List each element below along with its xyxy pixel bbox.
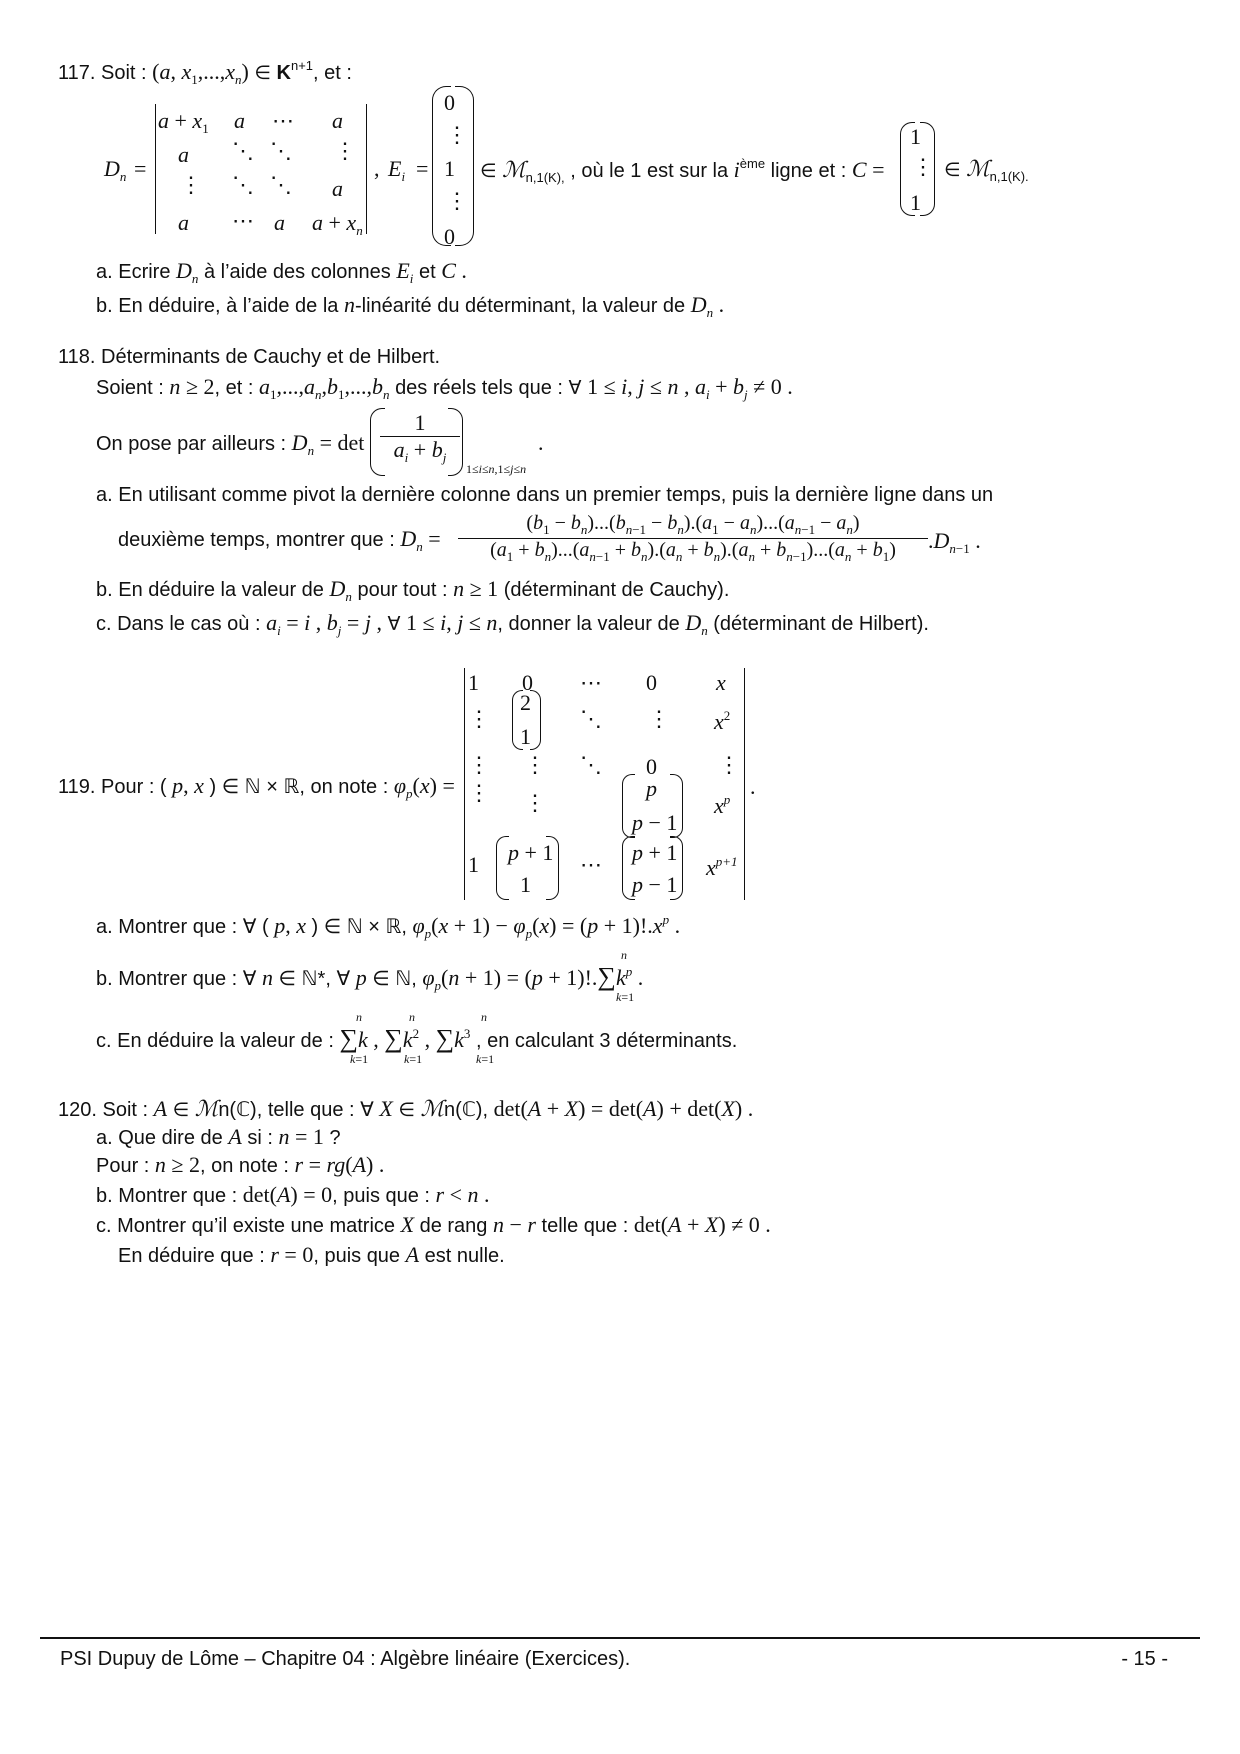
ex119-question-b: b. Montrer que : ∀ n ∈ ℕ*, ∀ p ∈ ℕ, $\varphi_p(n + 1) = (p + 1)!.\sum k^p$ . <box>96 962 644 993</box>
ex118-question-a-1: a. En utilisant comme pivot la dernière colonne dans un premier temps, puis la dernière ligne dans un <box>96 484 994 506</box>
ex118-number: 118. <box>58 346 96 368</box>
ex119-number: 119. <box>58 776 96 798</box>
ex117-mid: ∈ ℳ$_{n,1(K),}$ , où le 1 est sur la $i^{ème}$ ligne et : C = <box>480 156 885 185</box>
ex120-question-b: b. Montrer que : det(A) = 0, puis que : r < n . <box>96 1182 490 1207</box>
ex117-number: 117. <box>58 62 96 84</box>
ex118-title: 118. Déterminants de Cauchy et de Hilbert. <box>58 346 441 368</box>
ex117-question-b: b. En déduire, à l’aide de la n-linéarité du déterminant, la valeur de $D_n$ . <box>96 292 725 320</box>
ex120-number: 120. <box>58 1099 97 1121</box>
ex120-pour: Pour : n ≥ 2, on note : r = rg(A) . <box>96 1152 385 1177</box>
ex119-question-a: a. Montrer que : ∀ ( p, x ) ∈ ℕ × ℝ, $\varphi_p(x + 1) - \varphi_p(x) = (p + 1)!.x^p$ . <box>96 912 681 941</box>
footer-rule <box>40 1637 1200 1639</box>
ex117-space: ∈ ℳ$_{n,1(K).}$ <box>944 156 1029 184</box>
ex119-intro: 119. Pour : ( p, x ) ∈ ℕ × ℝ, on note : $\varphi_p(x)$ = <box>58 773 455 801</box>
ex117-intro: 117. Soit : (a, $x_1,...,x_n$) ∈ $K^{n+1}$, et : <box>58 58 352 87</box>
ex120-question-c: c. Montrer qu’il existe une matrice X de rang n − r telle que : det(A + X) ≠ 0 . <box>96 1212 771 1237</box>
ex120-intro: 120. Soit : A ∈ ℳn(ℂ), telle que : ∀ X ∈ ℳn(ℂ), det(A + X) = det(A) + det(X) . <box>58 1096 754 1121</box>
page-number: - 15 - <box>1121 1648 1168 1670</box>
ex117-question-a: a. Ecrire $D_n$ à l’aide des colonnes $E_i$ et C . <box>96 258 467 286</box>
footer-title: PSI Dupuy de Lôme – Chapitre 04 : Algèbre linéaire (Exercices). <box>60 1648 631 1670</box>
ex118-question-b: b. En déduire la valeur de $D_n$ pour tout : n ≥ 1 (déterminant de Cauchy). <box>96 576 730 604</box>
ex118-question-c: c. Dans le cas où : $a_i = i$ , $b_j = j$ , ∀ 1 ≤ i, j ≤ n, donner la valeur de $D_n$ (déterminant de Hilbert). <box>96 610 929 638</box>
ex118-question-a-2: deuxième temps, montrer que : $D_n$ = <box>118 526 441 554</box>
ex119-question-c: c. En déduire la valeur de : ∑k , $\sum k^2$ , $\sum k^3$ , en calculant 3 déterminants. <box>96 1024 738 1053</box>
ex120-conclusion: En déduire que : r = 0, puis que A est nulle. <box>118 1242 505 1267</box>
ex118-line2: On pose par ailleurs : $D_n = \det$ <box>96 430 365 458</box>
ex120-question-a: a. Que dire de A si : n = 1 ? <box>96 1124 341 1149</box>
ex118-line1: Soient : n ≥ 2, et : $a_1,...,a_n,b_1,...,b_n$ des réels tels que : ∀ 1 ≤ i, j ≤ n , $a_i + b_j \ne 0$ . <box>96 374 793 402</box>
